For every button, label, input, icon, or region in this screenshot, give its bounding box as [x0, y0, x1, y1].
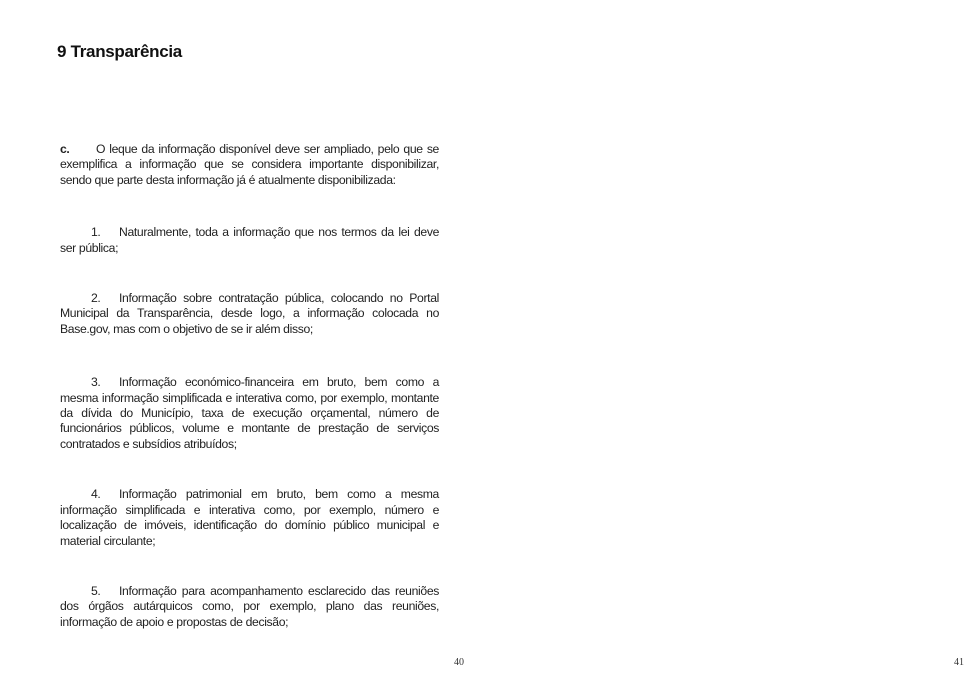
list-item-number: 1.: [91, 225, 101, 240]
page-title: 9 Transparência: [57, 42, 182, 61]
list-item-number: 5.: [91, 583, 101, 598]
list-item-4: [60, 487, 439, 549]
list-item-text: Informação sobre contratação pública, colocando no Portal Municipal da Transparência, desde logo, a informação colocada no Base.gov, mas com o objetivo de se ir além disso;: [60, 291, 439, 336]
list-item-5: [60, 584, 439, 630]
list-item-text: Informação para acompanhamento esclarecido das reuniões dos órgãos autárquicos como, por exemplo, plano das reuniões, informação de apoio e propostas de decisão;: [60, 583, 439, 629]
list-item-text: Informação patrimonial em bruto, bem como a mesma informação simplificada e interativa como, por exemplo, número e localização de imóveis, identificação do domínio público municipal e material circulante;: [60, 487, 439, 548]
list-item-1: [60, 225, 439, 256]
intro-paragraph: [60, 142, 439, 188]
intro-letter: c.: [60, 142, 70, 156]
list-item-text: Informação económico-financeira em bruto, bem como a mesma informação simplificada e interativa como, por exemplo, montante da dívida do Município, taxa de execução orçamental, número de funcionários públicos, volume e montante de prestação de serviços contratados e subsídios atribuídos;: [60, 375, 439, 451]
list-item-2: [60, 291, 439, 337]
list-item-number: 3.: [91, 375, 101, 390]
list-item-number: 2.: [91, 291, 101, 306]
page-number-left: 40: [454, 657, 464, 668]
intro-text: O leque da informação disponível deve ser ampliado, pelo que se exemplifica a informação que se considera importante disponibilizar, sendo que parte desta informação já é atualmente disponibilizada:: [60, 142, 439, 187]
page-body: [60, 142, 439, 630]
list-item-number: 4.: [91, 487, 101, 502]
list-item-3: [60, 375, 439, 452]
list-item-text: Naturalmente, toda a informação que nos termos da lei deve ser pública;: [60, 225, 439, 255]
page-number-right: 41: [954, 657, 964, 668]
